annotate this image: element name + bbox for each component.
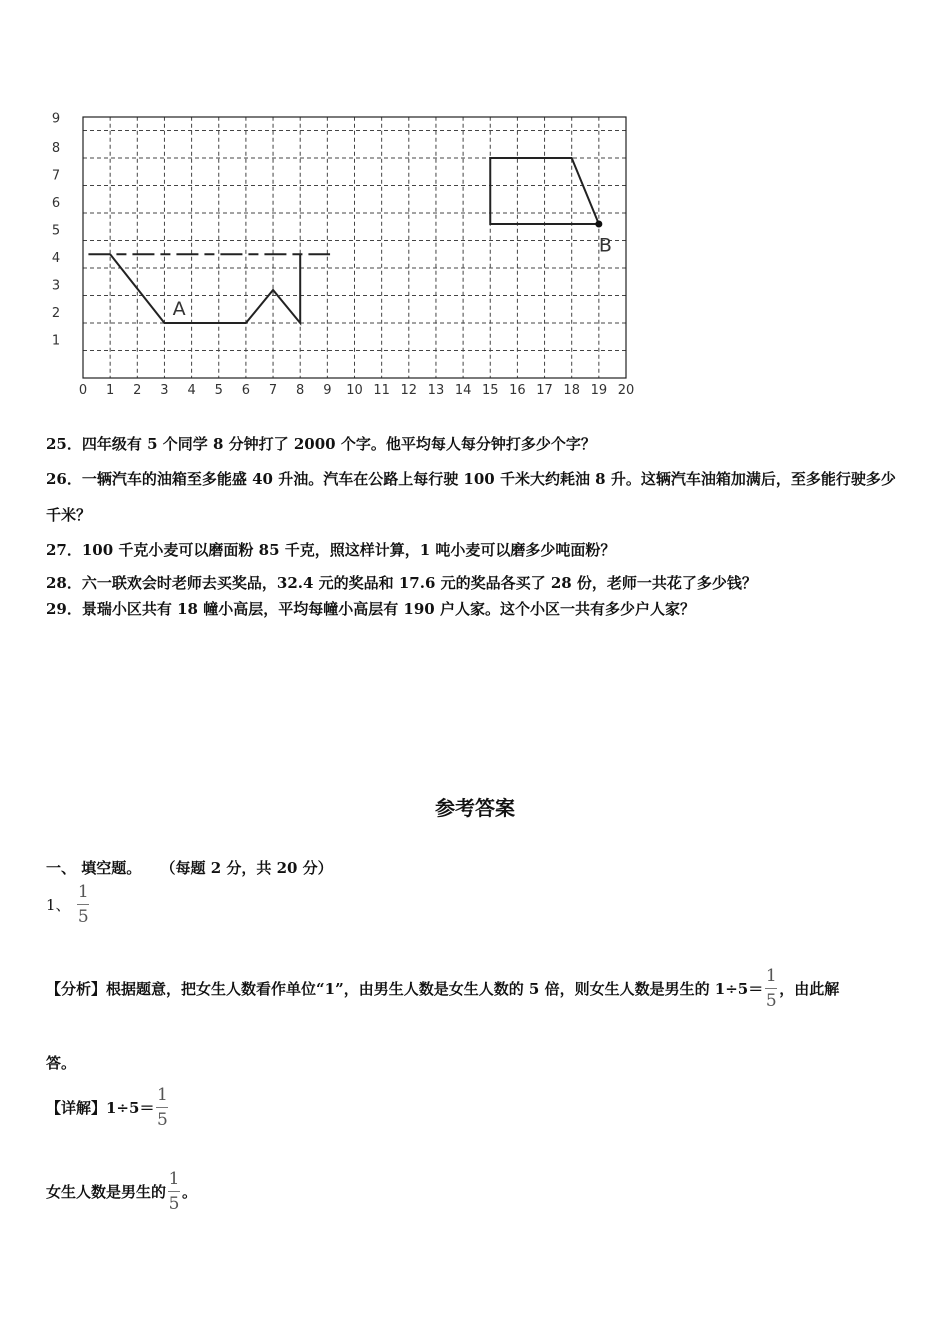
analysis-line — [46, 966, 839, 1011]
grid-border — [83, 117, 626, 378]
x-tick-label: 5 — [214, 383, 223, 398]
fraction-numerator: 1 — [77, 882, 89, 902]
coordinate-grid — [40, 108, 650, 403]
question-25: 25．四年级有 5 个同学 8 分钟打了 2000 个字。他平均每人每分钟打多少个字？ — [46, 435, 596, 453]
fraction-numerator: 1 — [168, 1169, 180, 1189]
y-tick-label: 4 — [51, 251, 61, 266]
x-tick-label: 10 — [346, 383, 363, 398]
y-tick-label: 7 — [51, 168, 61, 184]
analysis-fraction — [765, 966, 777, 1011]
x-tick-label: 1 — [106, 383, 115, 398]
x-tick-label: 4 — [187, 383, 196, 398]
y-tick-label: 8 — [51, 141, 61, 156]
x-tick-label: 8 — [296, 383, 305, 398]
section1-heading — [46, 857, 333, 878]
fraction-denominator: 5 — [157, 1110, 168, 1130]
fraction-bar — [765, 988, 777, 989]
fraction-denominator: 5 — [168, 1194, 180, 1214]
x-tick-label: 0 — [78, 383, 88, 398]
x-tick-label: 3 — [160, 383, 169, 398]
x-tick-label: 7 — [268, 383, 278, 398]
answers-title: 参考答案 — [435, 796, 515, 820]
x-tick-label: 11 — [373, 383, 390, 398]
x-tick-label: 13 — [427, 383, 445, 398]
y-tick-label: 5 — [51, 223, 61, 239]
x-tick-label: 20 — [617, 383, 635, 398]
fraction-bar — [77, 904, 89, 905]
conclusion-fraction — [168, 1169, 180, 1214]
section1-heading-text: 一、 填空题。 — [46, 859, 142, 877]
conclusion-text: 女生人数是男生的 — [46, 1183, 167, 1201]
analysis-suffix: ，由此解 — [779, 980, 840, 998]
answer-1-number: 1、 — [46, 896, 71, 914]
fraction-bar — [156, 1107, 168, 1108]
conclusion-suffix: 。 — [182, 1183, 198, 1201]
x-tick-label: 16 — [509, 383, 526, 398]
detail-line — [46, 1085, 170, 1130]
grid-lines — [83, 117, 626, 378]
fraction-bar — [168, 1191, 180, 1192]
y-tick-label: 9 — [51, 111, 61, 127]
answer-1 — [46, 882, 91, 927]
fraction-numerator: 1 — [157, 1085, 168, 1105]
point-b-dot — [595, 221, 602, 228]
conclusion-line — [46, 1169, 197, 1214]
fraction-denominator: 5 — [77, 907, 89, 927]
y-tick-label: 6 — [51, 196, 61, 211]
question-28: 28．六一联欢会时老师去买奖品，32.4 元的奖品和 17.6 元的奖品各买了 28 份，老师一共花了多少钱？ — [46, 574, 757, 592]
x-tick-label: 2 — [133, 383, 142, 398]
x-tick-label: 9 — [323, 383, 332, 398]
x-tick-label: 14 — [454, 383, 472, 398]
section1-note: （每题 2 分，共 20 分） — [160, 859, 333, 877]
x-tick-label: 18 — [563, 383, 580, 398]
y-tick-label: 2 — [51, 306, 61, 321]
y-axis-labels — [52, 112, 60, 349]
question-27: 27．100 千克小麦可以磨面粉 85 千克，照这样计算，1 吨小麦可以磨多少吨面粉？ — [46, 541, 616, 559]
x-tick-label: 19 — [590, 383, 608, 398]
x-tick-label: 15 — [481, 383, 499, 398]
analysis-continued: 答。 — [46, 1054, 77, 1072]
question-29: 29．景瑞小区共有 18 幢小高层，平均每幢小高层有 190 户人家。这个小区一共有多少户人家？ — [46, 600, 695, 618]
point-b-label: B — [598, 234, 612, 257]
x-tick-label: 12 — [400, 383, 418, 398]
x-axis-labels — [79, 383, 634, 398]
answer-1-fraction — [77, 882, 89, 927]
x-tick-label: 17 — [536, 383, 553, 398]
detail-text: 【详解】1÷5＝ — [46, 1099, 155, 1117]
y-tick-label: 1 — [51, 333, 61, 349]
y-tick-label: 3 — [51, 278, 61, 294]
point-a-label: A — [172, 297, 186, 320]
figure-a-outline — [110, 254, 300, 323]
question-26: 26．一辆汽车的油箱至多能盛 40 升油。汽车在公路上每行驶 100 千米大约耗油 8 升。这辆汽车油箱加满后，至多能行驶多少千米？ — [46, 470, 896, 524]
detail-fraction — [156, 1085, 168, 1130]
fraction-denominator: 5 — [765, 991, 777, 1011]
fraction-numerator: 1 — [765, 966, 777, 986]
analysis-text: 【分析】根据题意，把女生人数看作单位“1”，由男生人数是女生人数的 5 倍，则女生人数是男生的 1÷5＝ — [46, 980, 764, 998]
x-tick-label: 6 — [241, 383, 251, 398]
